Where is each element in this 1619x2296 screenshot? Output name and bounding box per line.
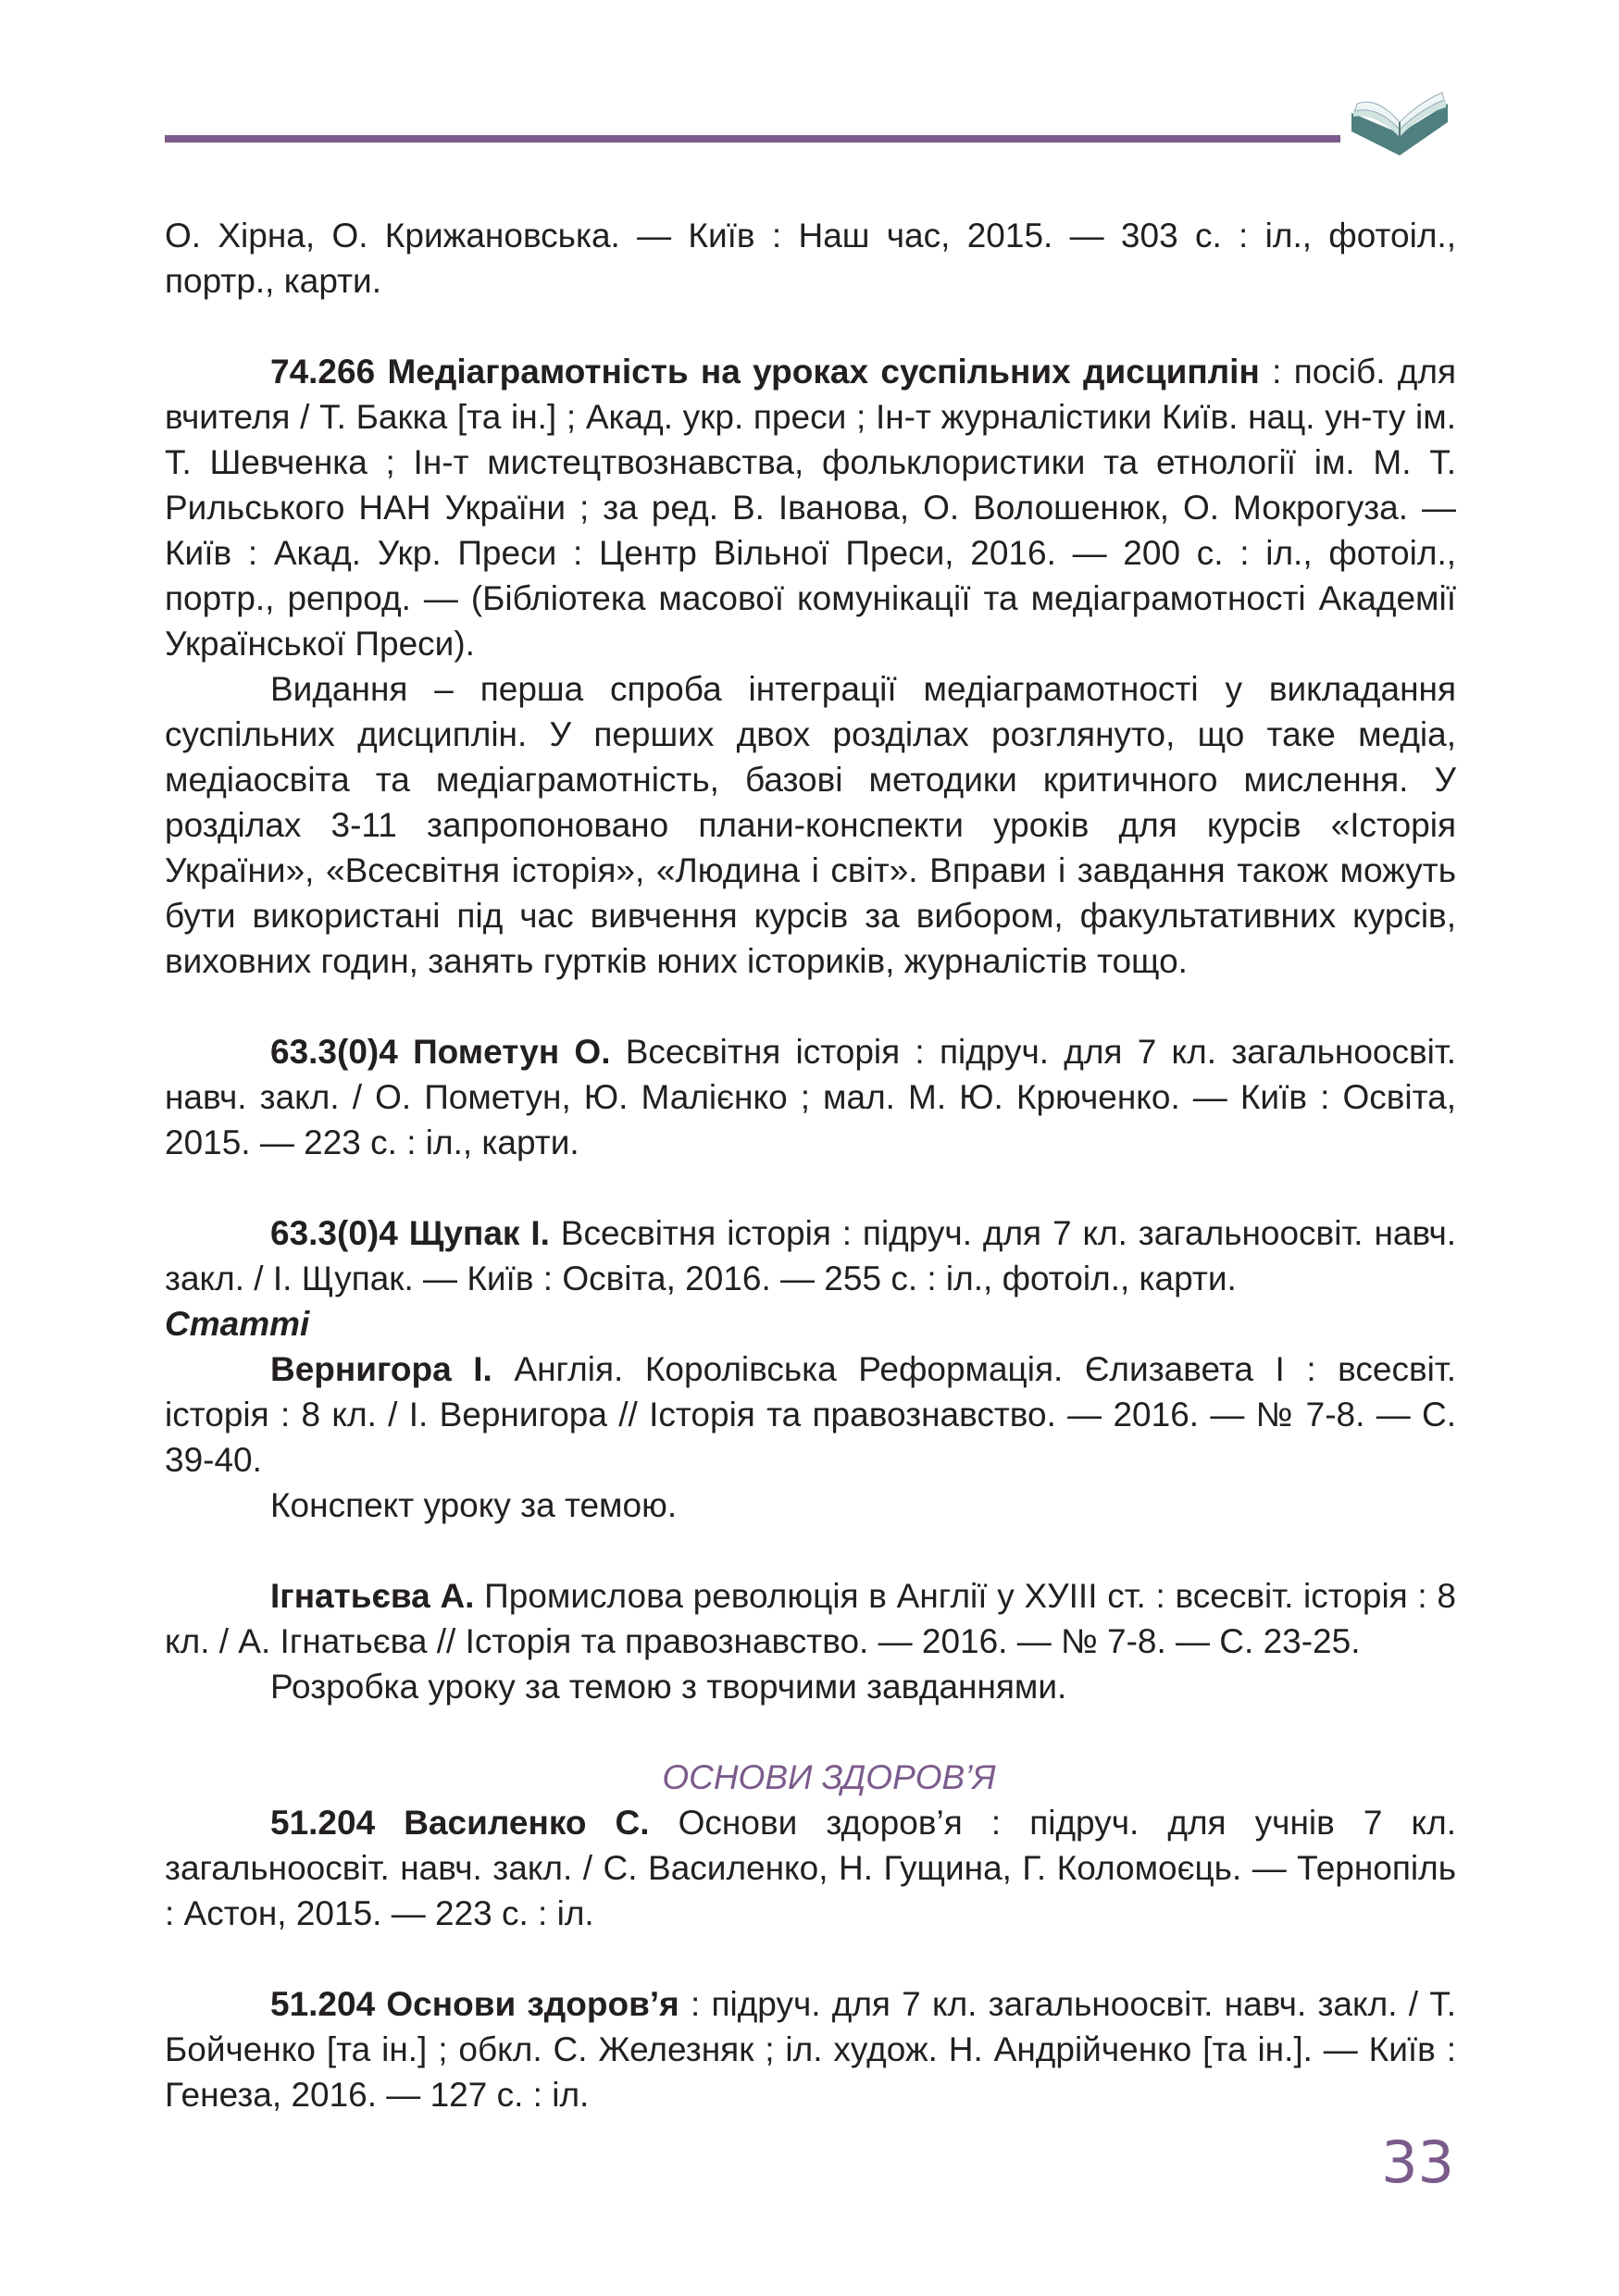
entry-details: : посіб. для вчителя / Т. Бакка [та ін.] ; Акад. укр. преси ; Ін-т журналістики Київ. нац. ун-ту ім. Т. Шевченка ; Ін-т мистецтвознавства, фольклористики та етнології ім. М. Т. Рильського НАН України ; за ред. В. Іванова, О. Волошенюк, О. Мокрогуза. — Київ : Акад. Укр. Преси : Центр Вільної Преси, 2016. — 200 с. : іл., фотоіл., портр., репрод. — (Бібліотека масової комунікації та медіаграмотності Академії Української Преси). (165, 353, 1457, 663)
entry-details: Всесвітня історія : підруч. для 7 кл. загальноосвіт. навч. закл. / І. Щупак. — Київ : Освіта, 2016. — 255 с. : іл., фотоіл., карти. (165, 1214, 1457, 1297)
entry-code: 63.3(0)4 (270, 1033, 398, 1071)
entry-note: Конспект уроку за темою. (270, 1486, 678, 1524)
entry-details: : підруч. для 7 кл. загальноосвіт. навч. закл. / Т. Бойченко [та ін.] ; обкл. С. Железняк ; іл. худож. Н. Андрійченко [та ін.]. — Київ : Генеза, 2016. — 127 с. : іл. (165, 1985, 1456, 2114)
entry-author: Щупак І. (408, 1214, 550, 1252)
entry-details: Всесвітня історія : підруч. для 7 кл. загальноосвіт. навч. закл. / О. Пометун, Ю. Малієнко ; мал. М. Ю. Крюченко. — Київ : Освіта, 2015. — 223 с. : іл., карти. (165, 1033, 1456, 1161)
section-title: ОСНОВИ ЗДОРОВ’Я (662, 1758, 996, 1796)
header-rule (165, 135, 1340, 143)
entry-details: Основи здоров’я : підруч. для учнів 7 кл. загальноосвіт. навч. закл. / С. Василенко, Н. Гущина, Г. Коломоєць. — Тернопіль : Астон, 2015. — 223 с. : іл. (165, 1804, 1456, 1932)
entry-annotation: Видання – перша спроба інтеграції медіаграмотності у викладання суспільних дисциплін. У перших двох розділах розглянуто, що таке медіа, медіаосвіта та медіаграмотність, базові методики критичного мислення. У розділах 3-11 запропоновано плани-конспекти уроків для курсів «Історія України», «Всесвітня історія», «Людина і світ». Вправи і завдання також можуть бути використані під час вивчення курсів за вибором, факультативних курсів, виховних годин, занять гуртків юних істориків, журналістів тощо. (165, 670, 1456, 980)
entry-code: 74.266 (270, 353, 376, 391)
entry-author: Ігнатьєва А. (270, 1577, 475, 1615)
bib-entry (165, 349, 1456, 666)
entry-title: 51.204 Василенко С. (270, 1804, 650, 1842)
entry-note: Розробка уроку за темою з творчими завданнями. (270, 1668, 1067, 1706)
entry-details: Англія. Королівська Реформація. Єлизавета І : всесвіт. історія : 8 кл. / І. Вернигора // Історія та правознавство. — 2016. — № 7-8. — С. 39-40. (165, 1350, 1456, 1479)
entry-title: 51.204 Основи здоров’я (270, 1985, 679, 2023)
entry-code: 63.3(0)4 (270, 1214, 398, 1252)
article-entry (165, 1573, 1456, 1664)
entry-author: Вернигора І. (270, 1350, 492, 1388)
entry-continuation: О. Хірна, О. Крижановська. — Київ : Наш час, 2015. — 303 с. : іл., фотоіл., портр., карти. (165, 217, 1456, 300)
open-book-icon (1344, 76, 1455, 168)
bib-entry (165, 1029, 1456, 1165)
entry-details: Промислова революція в Англії у ХУІІІ ст. : всесвіт. історія : 8 кл. / А. Ігнатьєва // Історія та правознавство. — 2016. — № 7-8. — С. 23-25. (165, 1577, 1456, 1660)
document-body (165, 213, 1456, 2117)
articles-heading: Статті (165, 1305, 310, 1343)
entry-author: Пометун О. (413, 1033, 611, 1071)
page-number: 33 (1381, 2128, 1454, 2196)
bib-entry (165, 1210, 1456, 1301)
article-entry (165, 1347, 1456, 1483)
bib-entry (165, 1800, 1456, 1936)
entry-title: Медіаграмотність на уроках суспільних дисциплін (387, 353, 1260, 391)
bib-entry (165, 1981, 1456, 2117)
